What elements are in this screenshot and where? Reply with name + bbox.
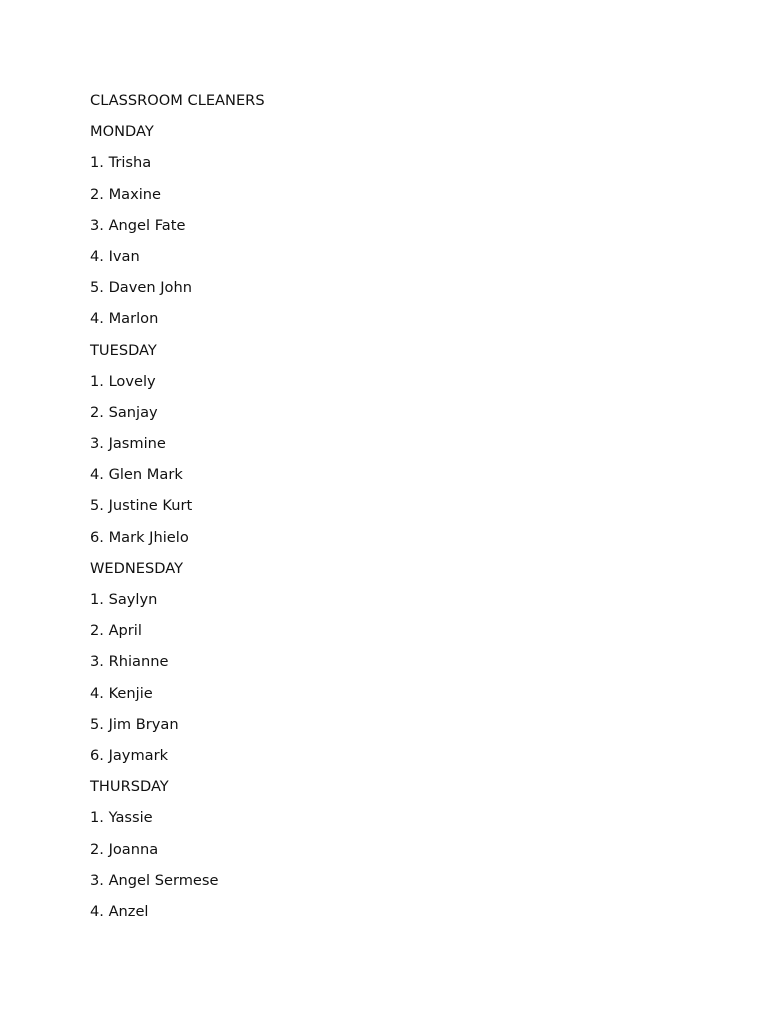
list-item: 6. Jaymark xyxy=(90,746,169,764)
day-heading-monday: MONDAY xyxy=(90,123,154,141)
list-item: 2. Maxine xyxy=(90,185,162,203)
list-item: 1. Trisha xyxy=(90,154,152,172)
list-item: 3. Angel Sermese xyxy=(90,871,219,889)
list-item: 2. Sanjay xyxy=(90,403,158,421)
list-item: 2. Joanna xyxy=(90,840,159,858)
day-heading-wednesday: WEDNESDAY xyxy=(90,559,184,577)
list-item: 5. Jim Bryan xyxy=(90,715,179,733)
list-item: 3. Jasmine xyxy=(90,435,166,453)
document-title: CLASSROOM CLEANERS xyxy=(90,92,265,109)
list-item: 4. Marlon xyxy=(90,310,159,328)
list-item: 5. Daven John xyxy=(90,279,192,297)
list-item: 4. Kenjie xyxy=(90,684,153,702)
list-item: 4. Glen Mark xyxy=(90,466,183,484)
list-item: 3. Rhianne xyxy=(90,653,169,671)
list-item: 6. Mark Jhielo xyxy=(90,528,189,546)
list-item: 2. April xyxy=(90,622,142,640)
day-heading-tuesday: TUESDAY xyxy=(90,341,157,359)
list-item: 4. Anzel xyxy=(90,902,149,920)
list-item: 1. Yassie xyxy=(90,809,153,827)
list-item: 3. Angel Fate xyxy=(90,216,186,234)
list-item: 5. Justine Kurt xyxy=(90,497,193,515)
list-item: 4. Ivan xyxy=(90,247,140,265)
day-heading-thursday: THURSDAY xyxy=(90,778,169,796)
document-content xyxy=(90,90,265,932)
list-item: 1. Lovely xyxy=(90,372,156,390)
list-item: 1. Saylyn xyxy=(90,591,158,608)
